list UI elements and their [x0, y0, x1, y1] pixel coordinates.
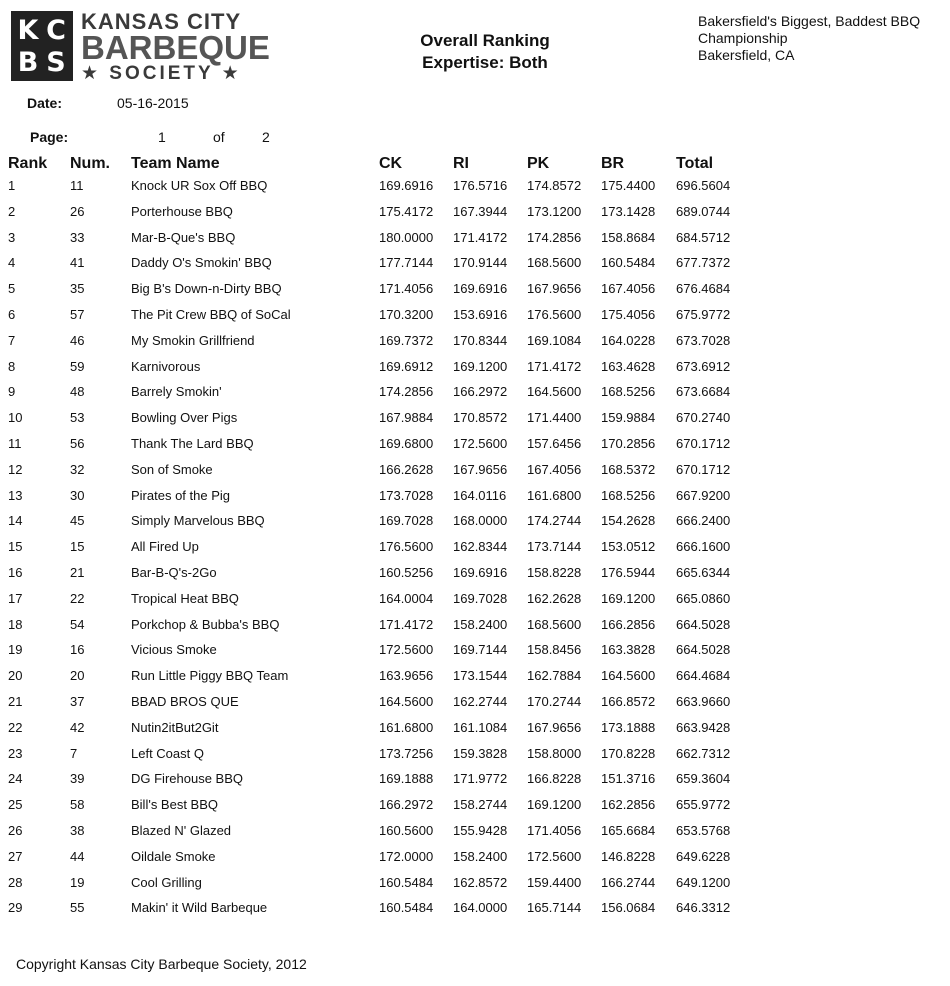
rank-cell: 17 — [8, 590, 23, 606]
table-row — [0, 821, 950, 847]
br-score-cell: 156.0684 — [601, 900, 656, 916]
num-cell: 22 — [70, 590, 85, 606]
pk-score-cell: 162.7884 — [527, 668, 582, 684]
ri-score-cell: 155.9428 — [453, 822, 508, 838]
team-name-cell: Oildale Smoke — [131, 848, 216, 864]
ck-score-cell: 160.5600 — [379, 822, 434, 838]
team-name-cell: Left Coast Q — [131, 745, 204, 761]
rank-cell: 14 — [8, 513, 23, 529]
kcbs-logo-mark — [11, 11, 73, 81]
rank-cell: 26 — [8, 822, 23, 838]
ck-score-cell: 161.6800 — [379, 719, 434, 735]
ck-score-cell: 172.5600 — [379, 642, 434, 658]
total-score-cell: 676.4684 — [676, 281, 731, 297]
rank-cell: 29 — [8, 900, 23, 916]
ck-score-cell: 169.6912 — [379, 358, 434, 374]
rank-cell: 9 — [8, 384, 16, 400]
total-score-cell: 673.7028 — [676, 332, 731, 348]
rank-cell: 1 — [8, 178, 16, 193]
rank-cell: 4 — [8, 255, 16, 271]
logo-line-society: ★ SOCIETY ★ — [81, 63, 242, 84]
logo-letter: S — [46, 46, 66, 78]
table-row — [0, 589, 950, 615]
ri-score-cell: 162.2744 — [453, 693, 508, 709]
pk-score-cell: 169.1200 — [527, 797, 582, 813]
ck-score-cell: 173.7028 — [379, 487, 434, 503]
column-header-team: Team Name — [131, 155, 220, 172]
team-name-cell: Big B's Down-n-Dirty BBQ — [131, 281, 282, 297]
num-cell: 48 — [70, 384, 85, 400]
table-row — [0, 460, 950, 486]
num-cell: 16 — [70, 642, 85, 658]
team-name-cell: Daddy O's Smokin' BBQ — [131, 255, 272, 271]
br-score-cell: 153.0512 — [601, 539, 656, 555]
kcbs-logo — [11, 11, 273, 85]
total-score-cell: 667.9200 — [676, 487, 731, 503]
rank-cell: 27 — [8, 848, 23, 864]
table-row — [0, 331, 950, 357]
br-score-cell: 175.4056 — [601, 306, 656, 322]
logo-line-barbeque: BARBEQUE — [81, 29, 270, 66]
br-score-cell: 159.9884 — [601, 410, 656, 426]
br-score-cell: 168.5372 — [601, 461, 656, 477]
report-title — [385, 30, 585, 74]
br-score-cell: 175.4400 — [601, 178, 656, 193]
team-name-cell: Simply Marvelous BBQ — [131, 513, 265, 529]
ri-score-cell: 169.7028 — [453, 590, 508, 606]
team-name-cell: Vicious Smoke — [131, 642, 217, 658]
br-score-cell: 173.1428 — [601, 203, 656, 219]
logo-wordmark — [81, 11, 276, 85]
event-info — [698, 13, 948, 64]
ri-score-cell: 169.6916 — [453, 281, 508, 297]
ri-score-cell: 158.2744 — [453, 797, 508, 813]
table-row — [0, 382, 950, 408]
br-score-cell: 166.2744 — [601, 874, 656, 890]
num-cell: 7 — [70, 745, 78, 761]
ri-score-cell: 170.8344 — [453, 332, 508, 348]
ri-score-cell: 170.8572 — [453, 410, 508, 426]
pk-score-cell: 167.9656 — [527, 719, 582, 735]
ri-score-cell: 153.6916 — [453, 306, 508, 322]
pk-score-cell: 172.5600 — [527, 848, 582, 864]
table-row — [0, 898, 950, 924]
num-cell: 53 — [70, 410, 85, 426]
br-score-cell: 168.5256 — [601, 384, 656, 400]
br-score-cell: 154.2628 — [601, 513, 656, 529]
br-score-cell: 151.3716 — [601, 771, 656, 787]
table-row — [0, 873, 950, 899]
pk-score-cell: 174.2744 — [527, 513, 582, 529]
ck-score-cell: 169.6916 — [379, 178, 434, 193]
br-score-cell: 158.8684 — [601, 229, 656, 245]
ri-score-cell: 167.3944 — [453, 203, 508, 219]
num-cell: 55 — [70, 900, 85, 916]
br-score-cell: 164.0228 — [601, 332, 656, 348]
rank-cell: 20 — [8, 668, 23, 684]
rank-cell: 10 — [8, 410, 23, 426]
br-score-cell: 170.8228 — [601, 745, 656, 761]
total-score-cell: 664.5028 — [676, 616, 731, 632]
num-cell: 58 — [70, 797, 85, 813]
num-cell: 35 — [70, 281, 85, 297]
team-name-cell: Cool Grilling — [131, 874, 202, 890]
ri-score-cell: 172.5600 — [453, 435, 508, 451]
num-cell: 54 — [70, 616, 85, 632]
pk-score-cell: 173.1200 — [527, 203, 582, 219]
pk-score-cell: 168.5600 — [527, 616, 582, 632]
total-score-cell: 666.1600 — [676, 539, 731, 555]
pk-score-cell: 166.8228 — [527, 771, 582, 787]
team-name-cell: Barrely Smokin' — [131, 384, 222, 400]
rank-cell: 8 — [8, 358, 16, 374]
br-score-cell: 164.5600 — [601, 668, 656, 684]
total-score-cell: 675.9772 — [676, 306, 731, 322]
total-score-cell: 673.6684 — [676, 384, 731, 400]
logo-letter: K — [17, 14, 39, 46]
ri-score-cell: 161.1084 — [453, 719, 508, 735]
rank-cell: 16 — [8, 564, 23, 580]
event-name-line1: Bakersfield's Biggest, Baddest BBQ — [698, 13, 921, 29]
column-header-total: Total — [676, 155, 714, 172]
pk-score-cell: 158.8456 — [527, 642, 582, 658]
ck-score-cell: 180.0000 — [379, 229, 434, 245]
pk-score-cell: 169.1084 — [527, 332, 582, 348]
date-value: 05-16-2015 — [117, 95, 189, 111]
column-header-ck: CK — [379, 155, 403, 172]
team-name-cell: All Fired Up — [131, 539, 199, 555]
pk-score-cell: 167.9656 — [527, 281, 582, 297]
team-name-cell: Tropical Heat BBQ — [131, 590, 239, 606]
team-name-cell: Thank The Lard BBQ — [131, 435, 254, 451]
num-cell: 11 — [70, 178, 84, 193]
num-cell: 42 — [70, 719, 85, 735]
logo-letter: C — [46, 14, 66, 46]
team-name-cell: Porterhouse BBQ — [131, 203, 233, 219]
total-score-cell: 670.1712 — [676, 435, 731, 451]
rank-cell: 7 — [8, 332, 16, 348]
total-score-cell: 655.9772 — [676, 797, 731, 813]
event-location: Bakersfield, CA — [698, 47, 795, 63]
ck-score-cell: 163.9656 — [379, 668, 434, 684]
pk-score-cell: 162.2628 — [527, 590, 582, 606]
br-score-cell: 173.1888 — [601, 719, 656, 735]
ri-score-cell: 164.0000 — [453, 900, 508, 916]
num-cell: 57 — [70, 306, 85, 322]
total-score-cell: 673.6912 — [676, 358, 731, 374]
table-row — [0, 769, 950, 795]
total-score-cell: 649.6228 — [676, 848, 731, 864]
rank-cell: 12 — [8, 461, 23, 477]
num-cell: 41 — [70, 255, 85, 271]
total-score-cell: 696.5604 — [676, 178, 731, 193]
ck-score-cell: 175.4172 — [379, 203, 434, 219]
num-cell: 32 — [70, 461, 85, 477]
table-row — [0, 563, 950, 589]
table-row — [0, 640, 950, 666]
ck-score-cell: 171.4056 — [379, 281, 434, 297]
pk-score-cell: 174.8572 — [527, 178, 582, 193]
ri-score-cell: 169.1200 — [453, 358, 508, 374]
br-score-cell: 163.3828 — [601, 642, 656, 658]
ck-score-cell: 160.5484 — [379, 900, 434, 916]
num-cell: 26 — [70, 203, 85, 219]
rank-cell: 25 — [8, 797, 23, 813]
team-name-cell: Run Little Piggy BBQ Team — [131, 668, 289, 684]
pk-score-cell: 158.8000 — [527, 745, 582, 761]
team-name-cell: My Smokin Grillfriend — [131, 332, 255, 348]
logo-letter: B — [17, 46, 39, 78]
pk-score-cell: 170.2744 — [527, 693, 582, 709]
ri-score-cell: 167.9656 — [453, 461, 508, 477]
pk-score-cell: 165.7144 — [527, 900, 582, 916]
pk-score-cell: 157.6456 — [527, 435, 582, 451]
total-score-cell: 666.2400 — [676, 513, 731, 529]
rank-cell: 2 — [8, 203, 16, 219]
br-score-cell: 176.5944 — [601, 564, 656, 580]
team-name-cell: Blazed N' Glazed — [131, 822, 232, 838]
date-label: Date: — [27, 95, 63, 111]
logo-line-kansas-city: KANSAS CITY — [81, 9, 242, 34]
ranking-table — [0, 176, 950, 924]
ri-score-cell: 158.2400 — [453, 848, 508, 864]
ck-score-cell: 167.9884 — [379, 410, 434, 426]
table-row — [0, 176, 950, 202]
pk-score-cell: 171.4172 — [527, 358, 582, 374]
total-score-cell: 663.9660 — [676, 693, 731, 709]
page-total: 2 — [262, 129, 270, 145]
ck-score-cell: 160.5484 — [379, 874, 434, 890]
team-name-cell: Son of Smoke — [131, 461, 213, 477]
table-row — [0, 408, 950, 434]
total-score-cell: 665.0860 — [676, 590, 731, 606]
ck-score-cell: 164.0004 — [379, 590, 434, 606]
event-name-line2: Championship — [698, 30, 788, 46]
page-label: Page: — [30, 129, 69, 145]
rank-cell: 19 — [8, 642, 23, 658]
br-score-cell: 170.2856 — [601, 435, 656, 451]
br-score-cell: 166.8572 — [601, 693, 656, 709]
ck-score-cell: 166.2972 — [379, 797, 434, 813]
total-score-cell: 664.4684 — [676, 668, 731, 684]
rank-cell: 11 — [8, 435, 22, 451]
total-score-cell: 659.3604 — [676, 771, 731, 787]
table-row — [0, 434, 950, 460]
team-name-cell: Knock UR Sox Off BBQ — [131, 178, 268, 193]
ri-score-cell: 171.9772 — [453, 771, 508, 787]
ri-score-cell: 169.7144 — [453, 642, 508, 658]
num-cell: 56 — [70, 435, 85, 451]
ri-score-cell: 170.9144 — [453, 255, 508, 271]
ri-score-cell: 173.1544 — [453, 668, 508, 684]
ck-score-cell: 173.7256 — [379, 745, 434, 761]
pk-score-cell: 174.2856 — [527, 229, 582, 245]
pk-score-cell: 171.4400 — [527, 410, 582, 426]
pk-score-cell: 158.8228 — [527, 564, 582, 580]
ck-score-cell: 164.5600 — [379, 693, 434, 709]
team-name-cell: BBAD BROS QUE — [131, 693, 239, 709]
team-name-cell: Mar-B-Que's BBQ — [131, 229, 236, 245]
column-header-num: Num. — [70, 155, 110, 172]
num-cell: 19 — [70, 874, 85, 890]
column-header-br: BR — [601, 155, 625, 172]
num-cell: 20 — [70, 668, 85, 684]
pk-score-cell: 164.5600 — [527, 384, 582, 400]
rank-cell: 21 — [8, 693, 23, 709]
rank-cell: 22 — [8, 719, 23, 735]
column-header-ri: RI — [453, 155, 469, 172]
pk-score-cell: 171.4056 — [527, 822, 582, 838]
ck-score-cell: 177.7144 — [379, 255, 434, 271]
pk-score-cell: 161.6800 — [527, 487, 582, 503]
ck-score-cell: 174.2856 — [379, 384, 434, 400]
num-cell: 45 — [70, 513, 85, 529]
total-score-cell: 663.9428 — [676, 719, 731, 735]
rank-cell: 24 — [8, 771, 23, 787]
num-cell: 39 — [70, 771, 85, 787]
ri-score-cell: 159.3828 — [453, 745, 508, 761]
table-row — [0, 253, 950, 279]
team-name-cell: Karnivorous — [131, 358, 201, 374]
team-name-cell: The Pit Crew BBQ of SoCal — [131, 306, 291, 322]
num-cell: 37 — [70, 693, 85, 709]
pk-score-cell: 168.5600 — [527, 255, 582, 271]
ck-score-cell: 166.2628 — [379, 461, 434, 477]
total-score-cell: 670.2740 — [676, 410, 731, 426]
table-row — [0, 486, 950, 512]
ck-score-cell: 171.4172 — [379, 616, 434, 632]
rank-cell: 6 — [8, 306, 16, 322]
ri-score-cell: 168.0000 — [453, 513, 508, 529]
ri-score-cell: 164.0116 — [453, 487, 507, 503]
pk-score-cell: 173.7144 — [527, 539, 582, 555]
table-row — [0, 615, 950, 641]
team-name-cell: Bowling Over Pigs — [131, 410, 238, 426]
num-cell: 30 — [70, 487, 85, 503]
total-score-cell: 689.0744 — [676, 203, 731, 219]
rank-cell: 18 — [8, 616, 23, 632]
num-cell: 15 — [70, 539, 85, 555]
report-title-line2: Expertise: Both — [422, 53, 548, 72]
table-row — [0, 537, 950, 563]
br-score-cell: 166.2856 — [601, 616, 656, 632]
ri-score-cell: 169.6916 — [453, 564, 508, 580]
ck-score-cell: 169.7028 — [379, 513, 434, 529]
table-row — [0, 357, 950, 383]
rank-cell: 15 — [8, 539, 23, 555]
num-cell: 44 — [70, 848, 85, 864]
ri-score-cell: 171.4172 — [453, 229, 508, 245]
table-row — [0, 744, 950, 770]
rank-cell: 13 — [8, 487, 23, 503]
br-score-cell: 146.8228 — [601, 848, 656, 864]
report-title-line1: Overall Ranking — [420, 31, 550, 50]
team-name-cell: Nutin2itBut2Git — [131, 719, 219, 735]
table-row — [0, 279, 950, 305]
num-cell: 59 — [70, 358, 85, 374]
br-score-cell: 165.6684 — [601, 822, 656, 838]
pk-score-cell: 176.5600 — [527, 306, 582, 322]
total-score-cell: 665.6344 — [676, 564, 731, 580]
total-score-cell: 670.1712 — [676, 461, 731, 477]
pk-score-cell: 167.4056 — [527, 461, 582, 477]
column-header-pk: PK — [527, 155, 550, 172]
num-cell: 38 — [70, 822, 85, 838]
total-score-cell: 677.7372 — [676, 255, 731, 271]
team-name-cell: Pirates of the Pig — [131, 487, 230, 503]
rank-cell: 28 — [8, 874, 23, 890]
total-score-cell: 684.5712 — [676, 229, 731, 245]
table-row — [0, 202, 950, 228]
page-number: 1 — [158, 129, 166, 145]
team-name-cell: Bar-B-Q's-2Go — [131, 564, 217, 580]
rank-cell: 23 — [8, 745, 23, 761]
rank-cell: 3 — [8, 229, 16, 245]
ck-score-cell: 160.5256 — [379, 564, 434, 580]
num-cell: 46 — [70, 332, 85, 348]
ck-score-cell: 169.1888 — [379, 771, 434, 787]
team-name-cell: DG Firehouse BBQ — [131, 771, 243, 787]
ck-score-cell: 172.0000 — [379, 848, 434, 864]
table-row — [0, 847, 950, 873]
table-row — [0, 228, 950, 254]
total-score-cell: 664.5028 — [676, 642, 731, 658]
ri-score-cell: 176.5716 — [453, 178, 508, 193]
table-row — [0, 692, 950, 718]
ri-score-cell: 162.8344 — [453, 539, 508, 555]
total-score-cell: 662.7312 — [676, 745, 731, 761]
ri-score-cell: 166.2972 — [453, 384, 508, 400]
total-score-cell: 649.1200 — [676, 874, 731, 890]
table-row — [0, 666, 950, 692]
ck-score-cell: 176.5600 — [379, 539, 434, 555]
br-score-cell: 167.4056 — [601, 281, 656, 297]
ck-score-cell: 169.7372 — [379, 332, 434, 348]
team-name-cell: Bill's Best BBQ — [131, 797, 219, 813]
table-row — [0, 795, 950, 821]
ri-score-cell: 162.8572 — [453, 874, 508, 890]
pk-score-cell: 159.4400 — [527, 874, 582, 890]
ck-score-cell: 170.3200 — [379, 306, 434, 322]
team-name-cell: Makin' it Wild Barbeque — [131, 900, 268, 916]
column-header-rank: Rank — [8, 155, 48, 172]
total-score-cell: 646.3312 — [676, 900, 731, 916]
br-score-cell: 168.5256 — [601, 487, 656, 503]
table-row — [0, 511, 950, 537]
br-score-cell: 163.4628 — [601, 358, 656, 374]
team-name-cell: Porkchop & Bubba's BBQ — [131, 616, 280, 632]
br-score-cell: 160.5484 — [601, 255, 656, 271]
ri-score-cell: 158.2400 — [453, 616, 508, 632]
br-score-cell: 162.2856 — [601, 797, 656, 813]
num-cell: 33 — [70, 229, 85, 245]
rank-cell: 5 — [8, 281, 16, 297]
num-cell: 21 — [70, 564, 85, 580]
page-of-text: of — [213, 129, 225, 145]
table-row — [0, 718, 950, 744]
table-row — [0, 305, 950, 331]
ck-score-cell: 169.6800 — [379, 435, 434, 451]
br-score-cell: 169.1200 — [601, 590, 656, 606]
total-score-cell: 653.5768 — [676, 822, 731, 838]
copyright-text: Copyright Kansas City Barbeque Society, 2012 — [16, 956, 307, 972]
